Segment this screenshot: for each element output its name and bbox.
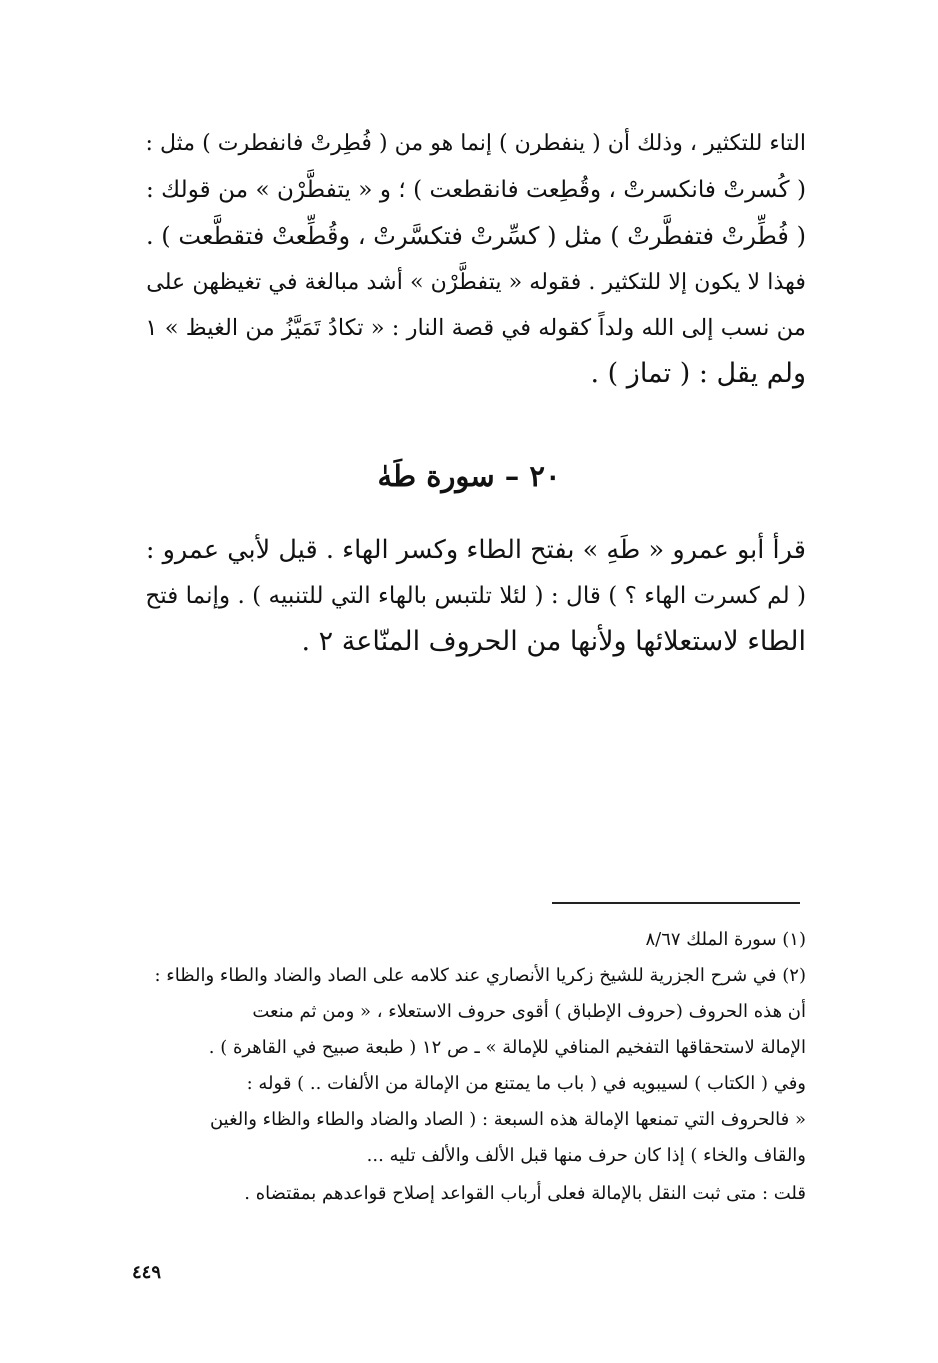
paragraph1-line-6: ولم يقل : ( تماز ) .: [590, 358, 806, 389]
footnote-separator: [552, 902, 800, 904]
footnote-1: (١) سورة الملك ٨/٦٧: [645, 929, 806, 950]
footnote-2-line-6: والقاف والخاء ) إذا كان حرف منها قبل الألف والألف تليه ...: [366, 1145, 806, 1166]
paragraph1-line-5: من نسب إلى الله ولداً كقوله في قصة النار : « تكادُ تَمَيَّزُ من الغيظ » ١: [145, 315, 806, 341]
paragraph2-line-2: ( لم كسرت الهاء ؟ ) قال : ( لئلا تلتبس بالهاء التي للتنبيه ) . وإنما فتح: [145, 583, 806, 609]
footnote-2-line-4: وفي ( الكتاب ) لسيبويه في ( باب ما يمتنع من الإمالة من الألفات .. ) قوله :: [246, 1073, 806, 1094]
footnote-2-line-2: أن هذه الحروف (حروف الإطباق ) أقوى حروف الاستعلاء ، « ومن ثم منعت: [252, 1001, 806, 1022]
paragraph2-line-3: الطاء لاستعلائها ولأنها من الحروف المنّاعة ٢ .: [301, 626, 806, 657]
section-heading: ٢٠ – سورة طَهٰ: [377, 459, 561, 493]
footnote-2-line-3: الإمالة لاستحقاقها التفخيم المنافي للإمالة » ـ ص ١٢ ( طبعة صبيح في القاهرة ) .: [208, 1037, 806, 1058]
footnote-2-line-1: (٢) في شرح الجزرية للشيخ زكريا الأنصاري عند كلامه على الصاد والضاد والطاء والظاء :: [154, 965, 806, 986]
paragraph2-line-1: قرأ أبو عمرو « طَهِ » بفتح الطاء وكسر الهاء . قيل لأبي عمرو :: [145, 535, 806, 565]
page-number: ٤٤٩: [132, 1262, 162, 1283]
footnote-2-line-5: « فالحروف التي تمنعها الإمالة هذه السبعة : ( الصاد والضاد والطاء والظاء والغين: [209, 1109, 806, 1130]
paragraph1-line-4: فهذا لا يكون إلا للتكثير . فقوله « يتفطَّرْن » أشد مبالغة في تغيظهن على: [146, 269, 806, 295]
paragraph1-line-2: ( كُسرتْ فانكسرتْ ، وقُطِعت فانقطعت ) ؛ و « يتفطَّرْن » من قولك :: [145, 177, 806, 203]
paragraph1-line-3: ( فُطِّرتْ فتفطَّرتْ ) مثل ( كسِّرتْ فتكسَّرتْ ، وقُطِّعتْ فتقطَّعت ) .: [145, 222, 806, 250]
footnote-2-line-7: قلت : متى ثبت النقل بالإمالة فعلى أرباب القواعد إصلاح قواعدهم بمقتضاه .: [244, 1183, 806, 1204]
paragraph1-line-1: التاء للتكثير ، وذلك أن ( ينفطرن ) إنما هو من ( فُطِرتْ فانفطرت ) مثل :: [145, 131, 806, 156]
